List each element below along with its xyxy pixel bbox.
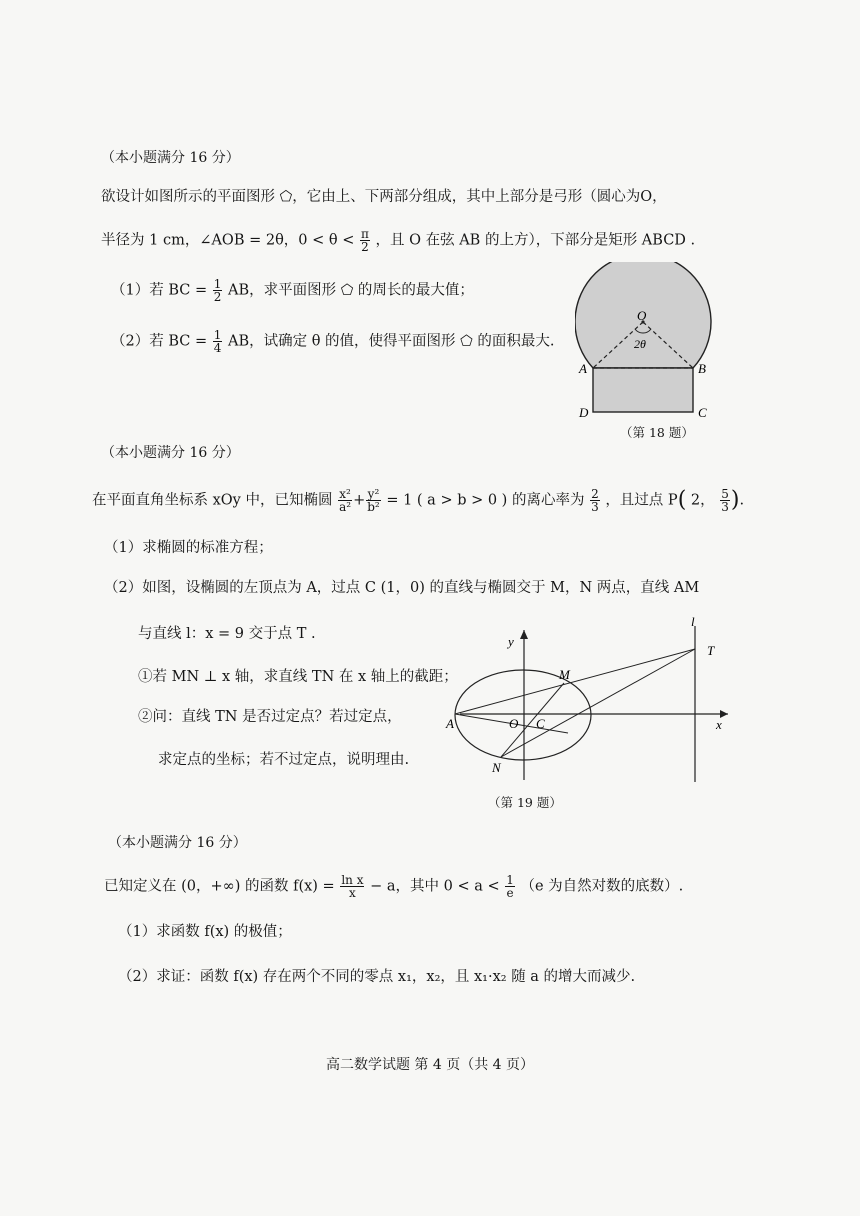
q18-part1-fraction: $\frac{1}{2}$ xyxy=(213,277,222,304)
label-x: x xyxy=(716,717,722,732)
q18-line2-text-a: 半径为 1 cm，∠AOB = 2θ，0 < θ < xyxy=(101,232,355,249)
q20-line1-a: 已知定义在 (0，+∞) 的函数 f(x) = xyxy=(104,878,335,895)
q18-line1: 欲设计如图所示的平面图形 ⬠，它由上、下两部分组成，其中上部分是弓形（圆心为O， xyxy=(101,189,667,205)
q19-part2: （2）如图，设椭圆的左顶点为 A，过点 C (1，0) 的直线与椭圆交于 M，N 两点，直线 AM xyxy=(104,580,700,596)
q20-part2: （2）求证：函数 f(x) 存在两个不同的零点 x₁，x₂，且 x₁·x₂ 随 a 的增大而减少. xyxy=(118,969,636,985)
q20-function-fraction: $\frac{\text{ln x}}{x}$ xyxy=(341,873,364,900)
rectangle-abcd xyxy=(593,368,693,412)
label-b: B xyxy=(698,361,706,376)
label-n: N xyxy=(492,760,501,775)
label-d: D xyxy=(579,405,589,420)
q19-part2-continued: 与直线 l：x = 9 交于点 T . xyxy=(138,626,316,642)
q19-sub2a: ②问：直线 TN 是否过定点？若过定点， xyxy=(138,709,402,725)
q19-sub2b: 求定点的坐标；若不过定点，说明理由. xyxy=(158,752,410,768)
label-y: y xyxy=(508,634,514,649)
q18-part1 xyxy=(111,278,474,303)
y-axis-arrow-icon xyxy=(520,630,528,639)
figure-19-graph xyxy=(440,612,740,794)
q20-a-bound: $\frac{1}{e}$ xyxy=(506,873,514,900)
label-m: M xyxy=(559,667,570,682)
q18-part2-a: （2）若 BC = xyxy=(111,333,208,350)
q19-heading: （本小题满分 16 分） xyxy=(101,445,240,461)
q19-paren-open: ( xyxy=(677,487,687,513)
q20-heading: （本小题满分 16 分） xyxy=(108,835,247,851)
q19-eccentricity: $\frac{2}{3}$ xyxy=(591,487,599,514)
q19-plus: + xyxy=(353,492,366,509)
figure-19-caption: （第 19 题） xyxy=(488,795,562,810)
q19-x-term: $\frac{\text{x²}}{\text{a²}}$ xyxy=(339,487,352,514)
q19-point-x: 2， xyxy=(690,492,715,509)
q18-part2-fraction: $\frac{1}{4}$ xyxy=(213,328,222,355)
q19-y-term: $\frac{\text{y²}}{\text{b²}}$ xyxy=(367,487,380,514)
q20-part1: （1）求函数 f(x) 的极值； xyxy=(118,924,292,940)
q20-line1-c: （e 为自然对数的底数）. xyxy=(520,878,684,895)
q19-line1 xyxy=(92,488,744,513)
figure-18-caption: （第 18 题） xyxy=(620,425,694,440)
q18-part1-a: （1）若 BC = xyxy=(111,282,208,299)
q18-pi-over-2: $\frac{\pi}{2}$ xyxy=(361,227,369,254)
label-o: O xyxy=(509,716,519,731)
q19-line1-c: ，且过点 P xyxy=(605,492,678,509)
q18-line2 xyxy=(101,228,695,253)
label-t: T xyxy=(707,643,715,658)
figure-18-shape xyxy=(575,262,725,422)
label-c: C xyxy=(698,405,707,420)
q19-line1-a: 在平面直角坐标系 xOy 中，已知椭圆 xyxy=(92,492,333,509)
q20-line1-b: − a，其中 0 < a < xyxy=(370,878,500,895)
q18-part2 xyxy=(111,329,555,354)
q19-paren-close: ) xyxy=(730,487,740,513)
q18-heading: （本小题满分 16 分） xyxy=(101,150,240,166)
q19-point-y: $\frac{5}{3}$ xyxy=(721,487,729,514)
label-o: O xyxy=(637,308,647,323)
label-l: l xyxy=(691,614,695,629)
q19-sub1: ①若 MN ⊥ x 轴，求直线 TN 在 x 轴上的截距； xyxy=(138,669,458,685)
ellipse xyxy=(455,670,591,760)
page-footer: 高二数学试题 第 4 页（共 4 页） xyxy=(325,1057,535,1073)
q18-line2-text-b: ，且 O 在弦 AB 的上方），下部分是矩形 ABCD . xyxy=(375,232,696,249)
label-2theta: 2θ xyxy=(634,337,646,351)
label-a: A xyxy=(579,361,587,376)
line-tn xyxy=(501,649,695,757)
q19-part1: （1）求椭圆的标准方程； xyxy=(104,540,273,556)
q18-part1-b: AB，求平面图形 ⬠ 的周长的最大值； xyxy=(227,282,474,299)
q20-line1 xyxy=(104,874,683,899)
label-c: C xyxy=(536,716,545,731)
q19-line1-b: = 1 ( a > b > 0 ) 的离心率为 xyxy=(386,492,585,509)
line-am-t xyxy=(455,649,695,714)
label-a: A xyxy=(446,716,454,731)
q18-part2-b: AB，试确定 θ 的值，使得平面图形 ⬠ 的面积最大. xyxy=(227,333,555,350)
q19-line1-d: . xyxy=(739,492,745,509)
